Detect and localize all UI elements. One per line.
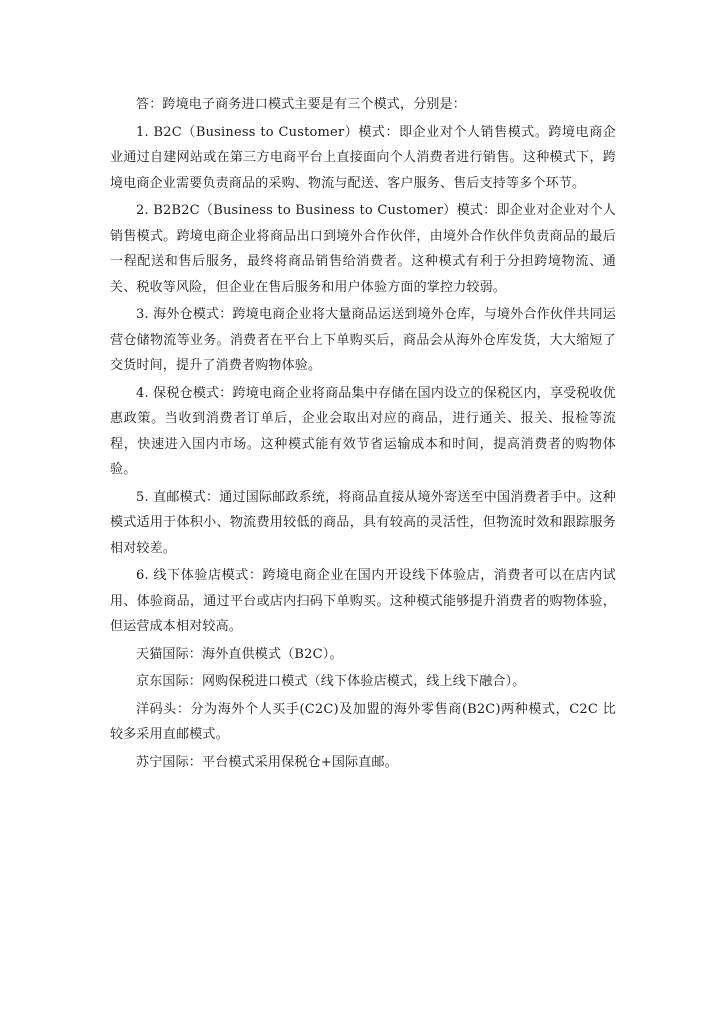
mode-paragraph-direct-mail: 5. 直邮模式：通过国际邮政系统，将商品直接从境外寄送至中国消费者手中。这种模式适用于体积小、物流费用较低的商品，具有较高的灵活性，但物流时效和跟踪服务相对较差。 xyxy=(110,489,616,556)
mode-paragraph-overseas-warehouse: 3. 海外仓模式：跨境电商企业将大量商品运送到境外仓库，与境外合作伙伴共同运营仓储物流等业务。消费者在平台上下单购买后，商品会从海外仓库发货，大大缩短了交货时间，提升了消费者购物体验。 xyxy=(110,307,616,373)
example-yangmatou: 洋码头：分为海外个人买手(C2C)及加盟的海外零售商(B2C)两种模式，C2C 比较多采用直邮模式。 xyxy=(110,701,616,742)
mode-paragraph-b2c: 1. B2C（Business to Customer）模式：即企业对个人销售模式。跨境电商企业通过自建网站或在第三方电商平台上直接面向个人消费者进行销售。这种模式下，跨境电商企业需要负责商品的采购、物流与配送、客户服务、售后支持等多个环节。 xyxy=(110,124,616,191)
intro-paragraph: 答：跨境电子商务进口模式主要是有三个模式，分别是： xyxy=(136,97,467,112)
mode-paragraph-b2b2c: 2. B2B2C（Business to Business to Customer）模式：即企业对企业对个人销售模式。跨境电商企业将商品出口到境外合作伙伴，由境外合作伙伴负责商品的最后一程配送和售后服务，最终将商品销售给消费者。这种模式有利于分担跨境物流、通关、税收等风险，但企业在售后服务和用户体验方面的掌控力较弱。 xyxy=(110,203,616,295)
example-jd: 京东国际：网购保税进口模式（线下体验店模式，线上线下融合）。 xyxy=(136,674,526,689)
example-tmall: 天猫国际：海外直供模式（B2C）。 xyxy=(136,646,343,662)
document-body xyxy=(110,92,616,777)
example-suning: 苏宁国际：平台模式采用保税仓+国际直邮。 xyxy=(136,754,398,770)
mode-paragraph-offline-store: 6. 线下体验店模式：跨境电商企业在国内开设线下体验店，消费者可以在店内试用、体验商品，通过平台或店内扫码下单购买。这种模式能够提升消费者的购物体验，但运营成本相对较高。 xyxy=(110,568,616,634)
mode-paragraph-bonded-warehouse: 4. 保税仓模式：跨境电商企业将商品集中存储在国内设立的保税区内，享受税收优惠政策。当收到消费者订单后，企业会取出对应的商品，进行通关、报关、报检等流程，快速进入国内市场。这种模式能有效节省运输成本和时间，提高消费者的购物体验。 xyxy=(110,385,616,477)
